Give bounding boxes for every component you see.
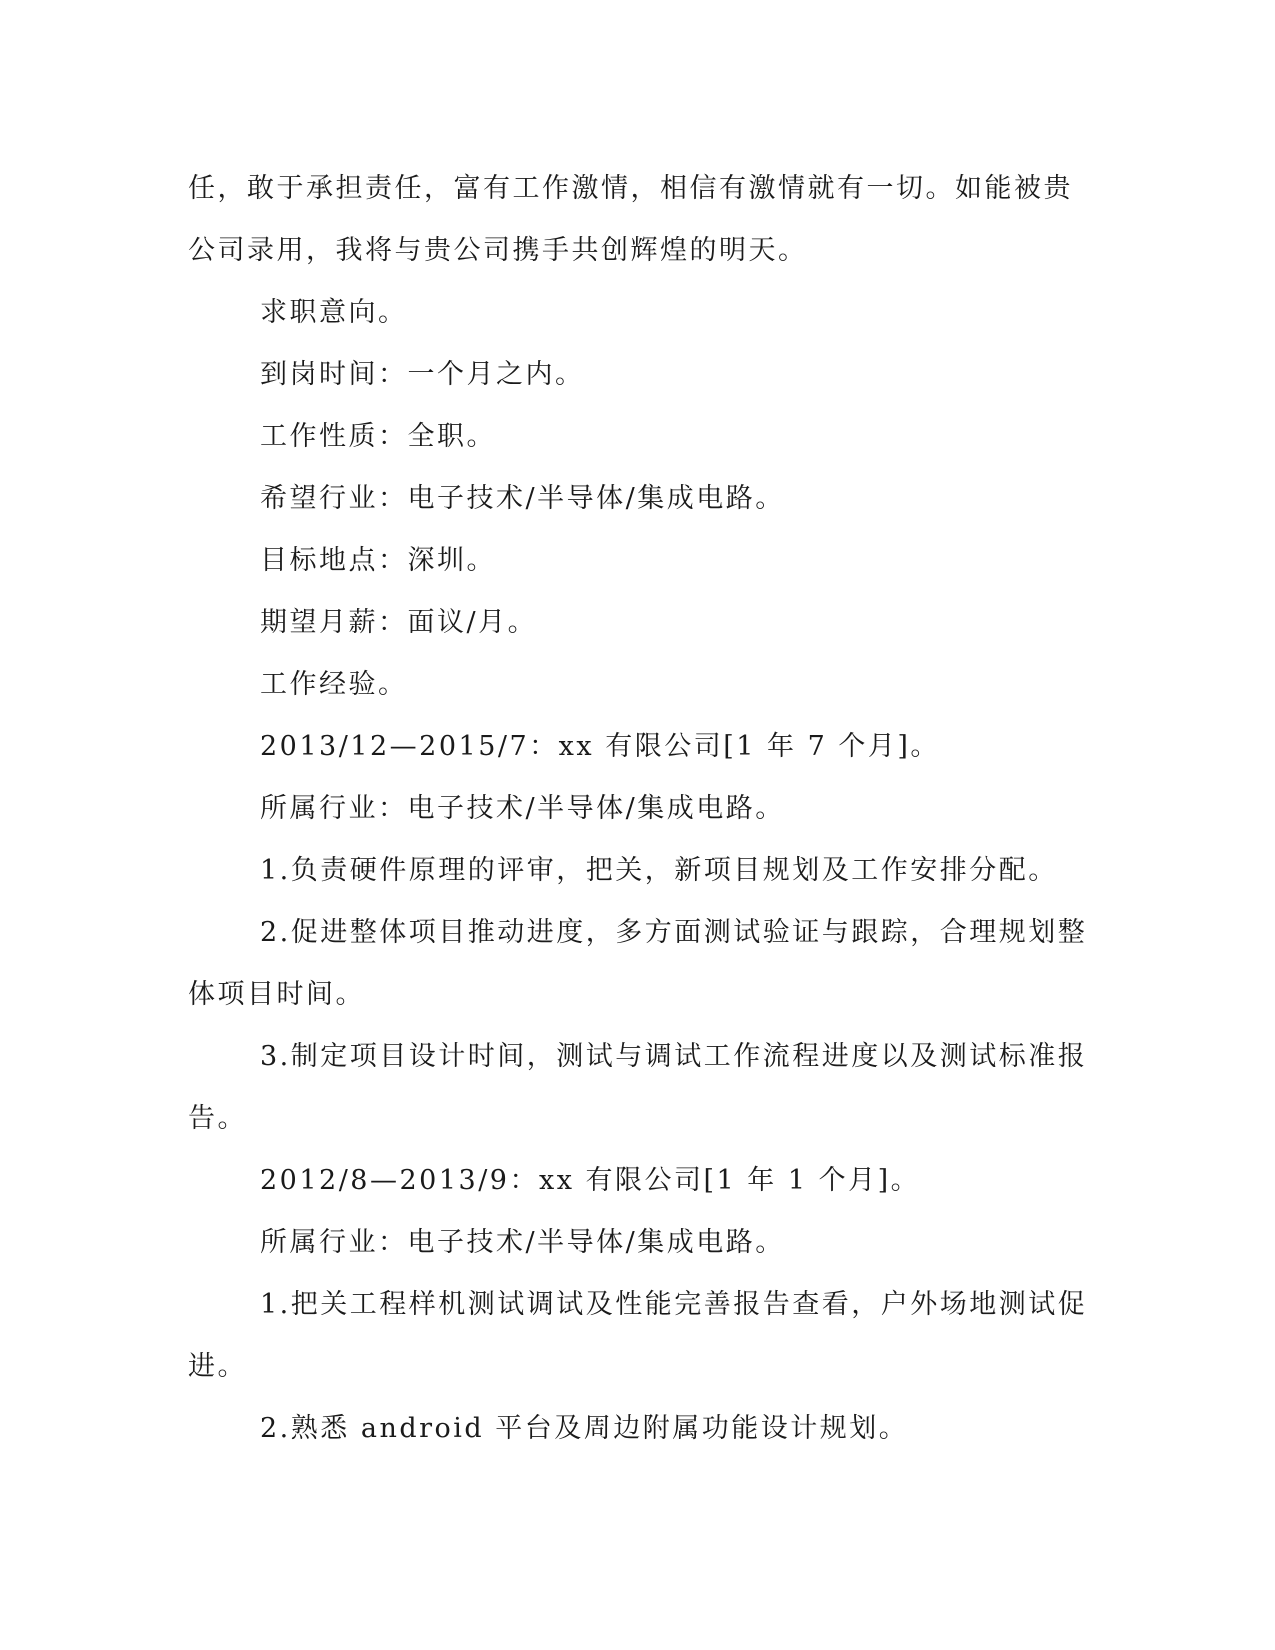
document-body <box>188 158 1088 1460</box>
text-line: 期望月薪：面议/月。 <box>260 607 538 638</box>
text-line: 1.负责硬件原理的评审，把关，新项目规划及工作安排分配。 <box>260 855 1058 886</box>
text-line: 任，敢于承担责任，富有工作激情，相信有激情就有一切。如能被贵 <box>188 173 1073 204</box>
text-line: 2.促进整体项目推动进度，多方面测试验证与跟踪，合理规划整 <box>260 917 1088 948</box>
text-line: 到岗时间：一个月之内。 <box>260 359 585 390</box>
section-heading: 工作经验。 <box>260 669 408 700</box>
text-line: 告。 <box>188 1103 247 1134</box>
text-line: 3.制定项目设计时间，测试与调试工作流程进度以及测试标准报 <box>260 1041 1088 1072</box>
text-line: 所属行业：电子技术/半导体/集成电路。 <box>260 1227 785 1258</box>
text-line: 2.熟悉 android 平台及周边附属功能设计规划。 <box>260 1413 909 1444</box>
text-line: 目标地点：深圳。 <box>260 545 496 576</box>
text-line: 2013/12—2015/7：xx 有限公司[1 年 7 个月]。 <box>260 731 940 762</box>
text-line: 2012/8—2013/9：xx 有限公司[1 年 1 个月]。 <box>260 1165 921 1196</box>
text-line: 希望行业：电子技术/半导体/集成电路。 <box>260 483 785 514</box>
text-line: 进。 <box>188 1351 247 1382</box>
text-line: 所属行业：电子技术/半导体/集成电路。 <box>260 793 785 824</box>
text-line: 体项目时间。 <box>188 979 365 1010</box>
section-heading: 求职意向。 <box>260 297 408 328</box>
text-line: 1.把关工程样机测试调试及性能完善报告查看，户外场地测试促 <box>260 1289 1088 1320</box>
text-line: 工作性质：全职。 <box>260 421 496 452</box>
text-line: 公司录用，我将与贵公司携手共创辉煌的明天。 <box>188 235 808 266</box>
